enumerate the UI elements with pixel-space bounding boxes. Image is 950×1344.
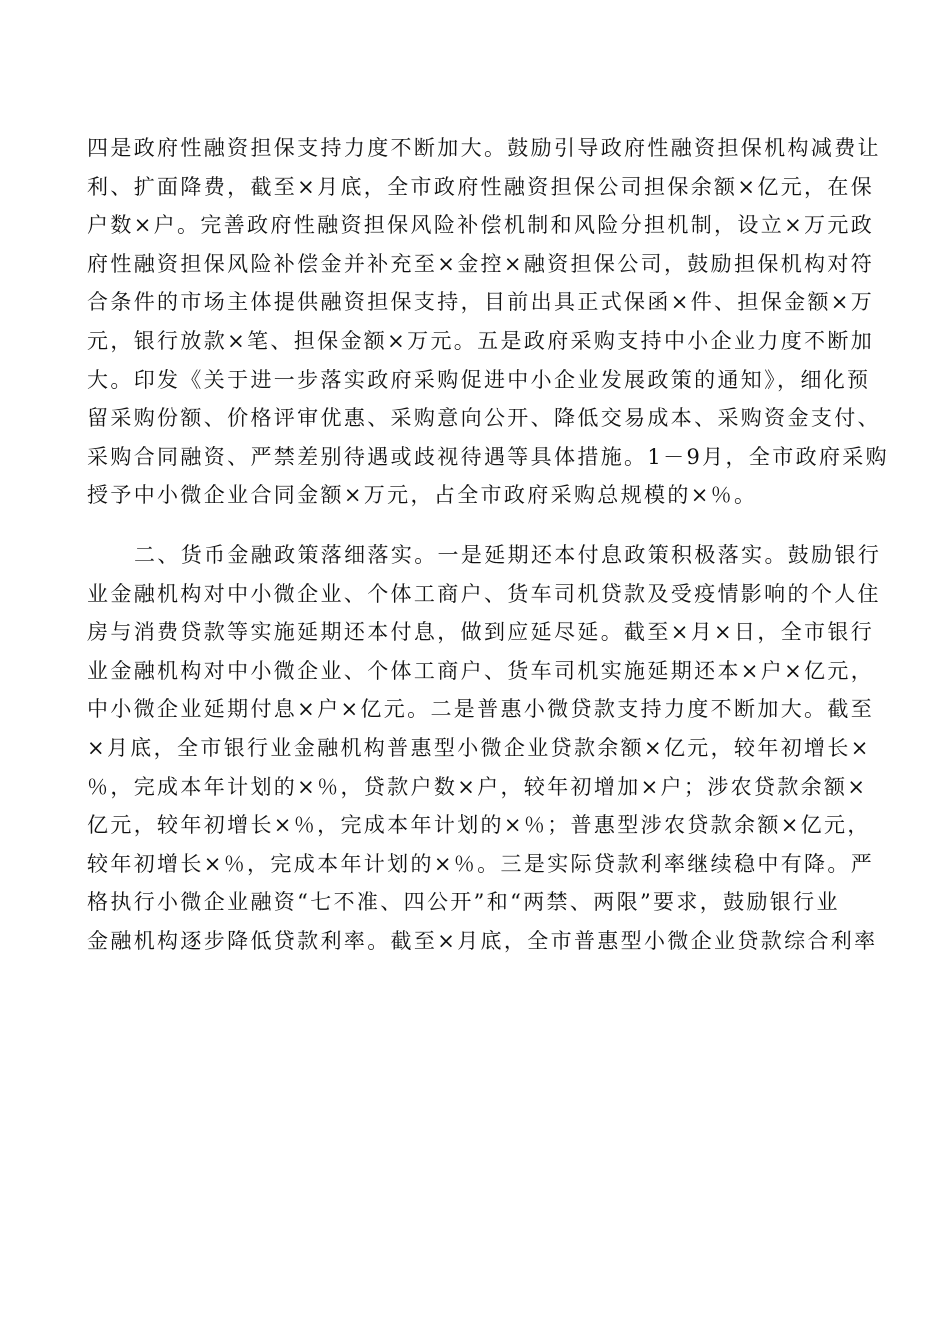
text-line: 格执行小微企业融资“七不准、四公开”和“两禁、两限”要求，鼓励银行业 — [87, 890, 840, 915]
text-line: 合条件的市场主体提供融资担保支持，目前出具正式保函×件、担保金额×万 — [87, 290, 875, 315]
paragraph-government-support — [87, 129, 889, 515]
text-line: 业金融机构对中小微企业、个体工商户、货车司机实施延期还本×户×亿元， — [87, 658, 875, 683]
text-line: 留采购份额、价格评审优惠、采购意向公开、降低交易成本、采购资金支付、 — [87, 406, 881, 431]
text-line: 房与消费贷款等实施延期还本付息，做到应延尽延。截至×月×日，全市银行 — [87, 620, 875, 645]
text-line: 元，银行放款×笔、担保金额×万元。五是政府采购支持中小企业力度不断加 — [87, 328, 875, 353]
text-line: 亿元，较年初增长×％，完成本年计划的×％；普惠型涉农贷款余额×亿元， — [87, 813, 871, 838]
text-line: ％，完成本年计划的×％，贷款户数×户，较年初增加×户；涉农贷款余额× — [87, 774, 868, 799]
text-line: 授予中小微企业合同金额×万元，占全市政府采购总规模的×％。 — [87, 483, 758, 508]
text-line-first: 二、货币金融政策落细落实。一是延期还本付息政策积极落实。鼓励银行 — [134, 542, 882, 567]
text-line: 利、扩面降费，截至×月底，全市政府性融资担保公司担保余额×亿元，在保 — [87, 174, 875, 199]
text-line: 较年初增长×％，完成本年计划的×％。三是实际贷款利率继续稳中有降。严 — [87, 851, 875, 876]
text-line: 业金融机构对中小微企业、个体工商户、货车司机贷款及受疫情影响的个人住 — [87, 581, 881, 606]
text-line: 户数×户。完善政府性融资担保风险补偿机制和风险分担机制，设立×万元政 — [87, 213, 875, 238]
text-line: 四是政府性融资担保支持力度不断加大。鼓励引导政府性融资担保机构减费让 — [87, 136, 881, 160]
text-line: 府性融资担保风险补偿金并补充至×金控×融资担保公司，鼓励担保机构对符 — [87, 251, 875, 276]
paragraph-spacing — [87, 515, 857, 536]
text-line: 中小微企业延期付息×户×亿元。二是普惠小微贷款支持力度不断加大。截至 — [87, 697, 875, 722]
paragraph-monetary-policy — [87, 536, 882, 961]
text-line: ×月底，全市银行业金融机构普惠型小微企业贷款余额×亿元，较年初增长× — [87, 735, 871, 760]
text-line: 金融机构逐步降低贷款利率。截至×月底，全市普惠型小微企业贷款综合利率 — [87, 928, 878, 953]
text-line: 采购合同融资、严禁差别待遇或歧视待遇等具体措施。1－9月，全市政府采购 — [87, 444, 889, 469]
text-line: 大。印发《关于进一步落实政府采购促进中小企业发展政策的通知》，细化预 — [87, 367, 871, 392]
document-body — [87, 129, 889, 960]
